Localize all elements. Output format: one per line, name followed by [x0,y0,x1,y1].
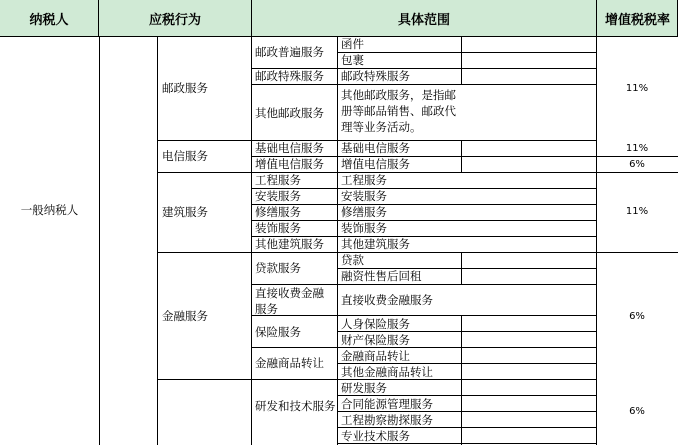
rate-finance: 6% [629,311,645,322]
grid-line [596,252,678,253]
postal-special: 邮政特殊服务 [255,69,324,83]
header-vat-rate: 增值税税率 [604,13,670,28]
construction-item: 工程服务 [341,173,387,187]
taxpayer-general: 一般纳税人 [20,203,79,217]
grid-line [461,380,462,445]
telecom-item: 基础电信服务 [341,141,410,155]
behavior-finance: 金融服务 [162,309,208,323]
header-taxable-behavior: 应税行为 [148,13,201,28]
grid-line [461,37,462,85]
grid-line [461,316,462,380]
grid-line [157,172,678,173]
postal-item: 包裹 [341,53,364,67]
construction-row: 修缮服务 [255,205,301,219]
postal-other: 其他邮政服务 [255,106,324,120]
rate-construction: 11% [625,206,649,217]
grid-line [596,37,597,445]
grid-line [251,204,596,205]
construction-row: 其他建筑服务 [255,237,324,251]
grid-line [157,252,596,253]
behavior-construction: 建筑服务 [162,205,208,219]
finance-item: 融资性售后回租 [341,269,422,283]
finance-item: 财产保险服务 [341,333,410,347]
rnd-item: 工程勘察勘探服务 [341,413,433,427]
construction-item: 修缮服务 [341,205,387,219]
construction-row: 工程服务 [255,173,301,187]
construction-item: 安装服务 [341,189,387,203]
behavior-telecom: 电信服务 [162,149,208,163]
header-divider [596,0,597,37]
finance-item: 贷款 [341,253,364,267]
rnd-item: 专业技术服务 [341,429,410,443]
rate-rnd: 6% [629,406,645,417]
construction-row: 装饰服务 [255,221,301,235]
rnd-service: 研发和技术服务 [255,399,336,413]
grid-line [251,347,596,348]
grid-line [157,37,158,445]
finance-item: 直接收费金融服务 [341,293,433,307]
construction-row: 安装服务 [255,189,301,203]
postal-other-desc: 其他邮政服务，是指邮册等邮品销售、邮政代理等业务活动。 [341,88,456,134]
header-divider [98,0,99,37]
rate-telecom-value-added: 6% [629,159,645,170]
header-bottom-border [0,36,678,37]
telecom-basic: 基础电信服务 [255,141,324,155]
grid-line [251,220,596,221]
grid-line [337,52,596,53]
grid-line [337,37,338,445]
finance-item: 金融商品转让 [341,349,410,363]
header-specific-scope: 具体范围 [397,13,450,28]
postal-item: 邮政特殊服务 [341,69,410,83]
header-taxpayer: 纳税人 [29,13,69,28]
finance-transfer: 金融商品转让 [255,356,324,370]
grid-line [596,156,678,157]
grid-line [251,37,252,445]
grid-line [461,141,462,173]
telecom-value-added: 增值电信服务 [255,157,324,171]
grid-line [251,188,596,189]
finance-direct-fee: 直接收费金融服务 [255,286,324,316]
rnd-item: 合同能源管理服务 [341,397,433,411]
header-divider [251,0,252,37]
grid-line [461,253,462,285]
behavior-postal: 邮政服务 [162,81,208,95]
grid-line [99,37,100,445]
rate-postal: 11% [625,83,649,94]
finance-item: 其他金融商品转让 [341,365,433,379]
construction-item: 装饰服务 [341,221,387,235]
postal-item: 函件 [341,37,364,51]
finance-loan: 贷款服务 [255,261,301,275]
finance-insurance: 保险服务 [255,325,301,339]
telecom-item: 增值电信服务 [341,157,410,171]
grid-line [251,84,596,85]
postal-universal: 邮政普遍服务 [255,45,324,59]
construction-item: 其他建筑服务 [341,237,410,251]
rate-telecom-basic: 11% [625,143,649,154]
rnd-item: 研发服务 [341,381,387,395]
finance-item: 人身保险服务 [341,317,410,331]
